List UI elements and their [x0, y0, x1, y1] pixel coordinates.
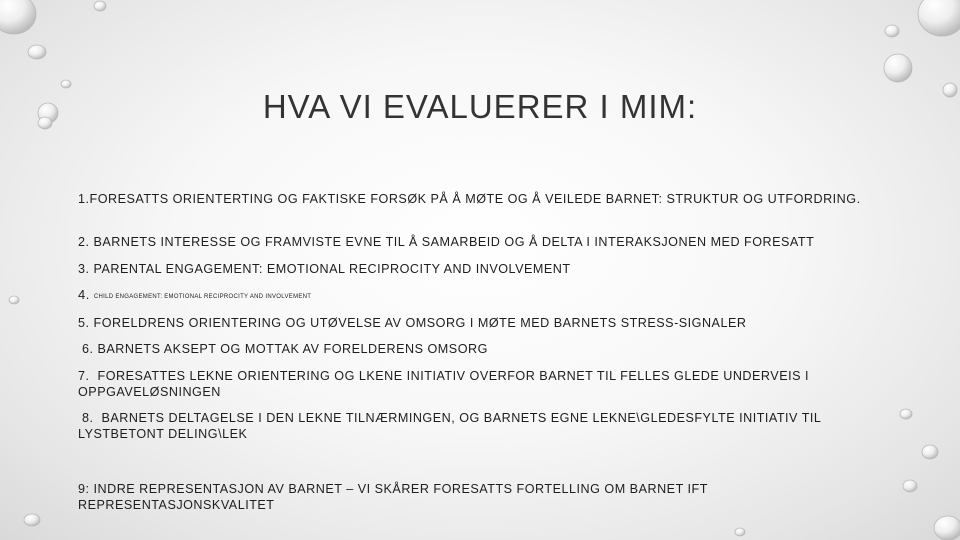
list-item-number: 4. — [78, 287, 90, 302]
list-item: 1.FORESATTS ORIENTERTING OG FAKTISKE FORSØK PÅ Å MØTE OG Å VEILEDE BARNET: STRUKTUR OG UTFORDRING. — [78, 192, 861, 206]
list-item: 9: INDRE REPRESENTASJON AV BARNET – VI SKÅRER FORESATTS FORTELLING OM BARNET IFT REPRESENTASJONSKVALITET — [78, 482, 708, 512]
list-item: 5. FORELDRENS ORIENTERING OG UTØVELSE AV OMSORG I MØTE MED BARNETS STRESS-SIGNALER — [78, 316, 747, 330]
list-item: 7. FORESATTES LEKNE ORIENTERING OG LKENE INITIATIV OVERFOR BARNET TIL FELLES GLEDE UNDERVEIS I OPPGAVELØSNINGEN — [78, 369, 813, 399]
slide-title: HVA VI EVALUERER I MIM: — [262, 88, 698, 125]
list-item: 8. BARNETS DELTAGELSE I DEN LEKNE TILNÆRMINGEN, OG BARNETS EGNE LEKNE\GLEDESFYLTE INITIATIV TIL LYSTBETONT DELING\LEK — [78, 411, 825, 441]
list-item-label: CHILD ENGAGEMENT: EMOTIONAL RECIPROCITY AND INVOLVEMENT — [93, 294, 312, 300]
list-item: 2. BARNETS INTERESSE OG FRAMVISTE EVNE TIL Å SAMARBEID OG Å DELTA I INTERAKSJONEN MED FORESATT — [78, 235, 815, 249]
list-item: 3. PARENTAL ENGAGEMENT: EMOTIONAL RECIPROCITY AND INVOLVEMENT — [78, 262, 571, 276]
list-item — [78, 287, 868, 305]
list-item: 6. BARNETS AKSEPT OG MOTTAK AV FORELDERENS OMSORG — [78, 342, 488, 356]
